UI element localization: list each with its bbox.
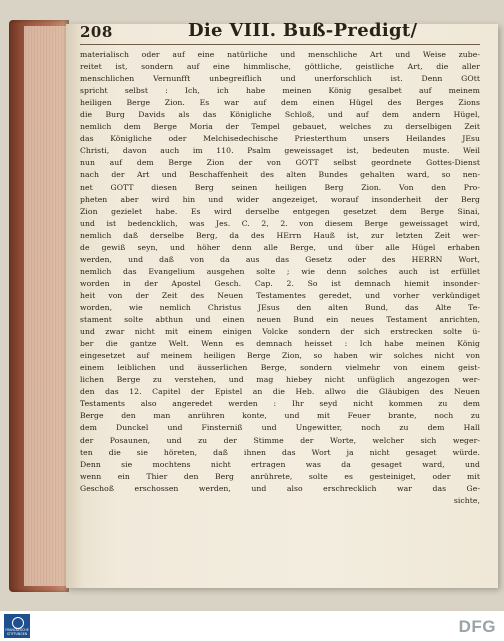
footer-bar — [0, 611, 504, 641]
page-header — [80, 18, 480, 45]
text-line: und ist bedencklich, was Jes. C. 2, 2. von diesem Berge geweissaget wird, — [80, 218, 480, 228]
text-line: worden in der Apostel Gesch. Cap. 2. So ist demnach hiemit insonder- — [80, 278, 480, 288]
text-line: nemlich daß derselbe Berg, da des HErrn Hauß ist, zur letzten Zeit wer- — [80, 230, 480, 240]
text-line: nemlich dem Berge Moria der Tempel gebauet, welches zu derselbigen Zeit — [80, 122, 480, 132]
text-line: sichte, — [453, 495, 480, 505]
text-line: nach der Art und Beschaffenheit des alten Bundes gehalten ward, so nen- — [80, 170, 480, 180]
text-line: Zion gezielet habe. Es wird derselbe entgegen gesetzet dem Berge Sinai, — [80, 206, 480, 216]
text-line: Berge den man anrühren konte, und mit Feuer brante, noch zu — [80, 411, 480, 421]
text-line: stament solte abthun und einen neuen Bund ein neues Testament anrichten, — [80, 315, 480, 325]
text-line: materialisch oder auf eine natürliche und menschliche Art und Weise zube- — [80, 50, 480, 59]
text-line: das Königliche oder Melchisedechische Priesterthum unsers Heilandes JEsu — [80, 134, 480, 144]
library-logo[interactable] — [4, 614, 30, 638]
text-line: heit von der Zeit des Neuen Testamentes geredet, und vorher verkündiget — [80, 290, 480, 300]
text-line: Testaments also angeredet werden : Ihr seyd nicht kommen zu dem — [80, 399, 480, 409]
text-line: Denn sie mochtens nicht ertragen was da gesaget ward, und — [80, 459, 480, 469]
text-line: ber die gantze Welt. Wenn es demnach heisset : Ich habe meinen König — [80, 339, 480, 349]
text-line: ten die sie höreten, daß ihnen das Wort ja nicht gesaget würde. — [80, 447, 480, 457]
text-line: einem leiblichen und äusserlichen Berge, sondern vielmehr von einem geist- — [80, 363, 480, 373]
page-text-block — [80, 18, 480, 507]
text-line: wenn ein Thier den Berg anrührete, solte es gesteiniget, oder mit — [80, 471, 480, 481]
text-line: worden, wie nemlich Christus JEsus den alten Bund, das Alte Te- — [80, 302, 480, 312]
text-line: nun auf dem Berge Zion der von GOTT selbst geordnete Gottes-Dienst — [80, 158, 480, 168]
text-line: spricht selbst : Ich, ich habe meinen König gesalbet auf meinem — [80, 86, 480, 96]
dfg-logo[interactable]: DFG — [458, 617, 496, 636]
text-line: der Posaunen, und zu der Stimme der Worte, welcher sich weger- — [80, 435, 480, 445]
text-line: Christi, davon auch im 110. Psalm geweissaget ist, bedeuten muste. Weil — [80, 146, 480, 156]
text-line: und zwar nicht mit einem einigen Volcke sondern der sich erstrecken solte ü- — [80, 327, 480, 337]
text-line: dem Dunckel und Finsterniß und Ungewitter, noch zu dem Hall — [80, 423, 480, 433]
text-line: menschlichen Vernunfft unbegreiflich und unerforschlich ist. Denn GOtt — [80, 74, 480, 84]
text-line: net GOTT diesen Berg seinen heiligen Berg Zion. Von den Pro- — [80, 182, 480, 192]
text-line: heiligen Berge Zion. Es war auf dem einen Hügel des Berges Zions — [80, 98, 480, 108]
library-logo-text: FRANCKESCHE STIFTUNGEN — [5, 628, 29, 636]
text-line: Geschoß erschossen werden, und also erschrecklich war das Ge- — [80, 483, 480, 493]
page-number: 208 — [80, 23, 113, 41]
text-line: de gewiß seyn, und höher denn alle Berge, und über alle Hügel erhaben — [80, 242, 480, 252]
page-edges — [24, 26, 68, 586]
body-text — [80, 49, 480, 507]
text-line: werden, und daß von da aus das Gesetz oder des HERRN Wort, — [80, 254, 480, 264]
text-line: eingesetzet auf meinem heiligen Berge Zion, so haben wir solches nicht von — [80, 351, 480, 361]
text-line: den das 12. Capitel der Epistel an die Heb. allwo die Gläubigen des Neuen — [80, 387, 480, 397]
text-line: nemlich das Evangelium ausgehen solte ; wie denn solches auch ist erfüllet — [80, 266, 480, 276]
text-line: die Burg Davids als das Königliche Schloß, und auf dem andern Hügel, — [80, 110, 480, 120]
text-line: lichen Berge zu verstehen, und mag hiebey nicht unfüglich angezogen wer- — [80, 375, 480, 385]
running-title: Die VIII. Buß-Predigt/ — [188, 20, 418, 41]
text-line: reitet ist, sondern auf eine himmlische, göttliche, geistliche Art, die aller — [80, 62, 480, 72]
text-line: pheten aber wird hin und wider angezeiget, worauf insonderheit der Berg — [80, 194, 480, 204]
